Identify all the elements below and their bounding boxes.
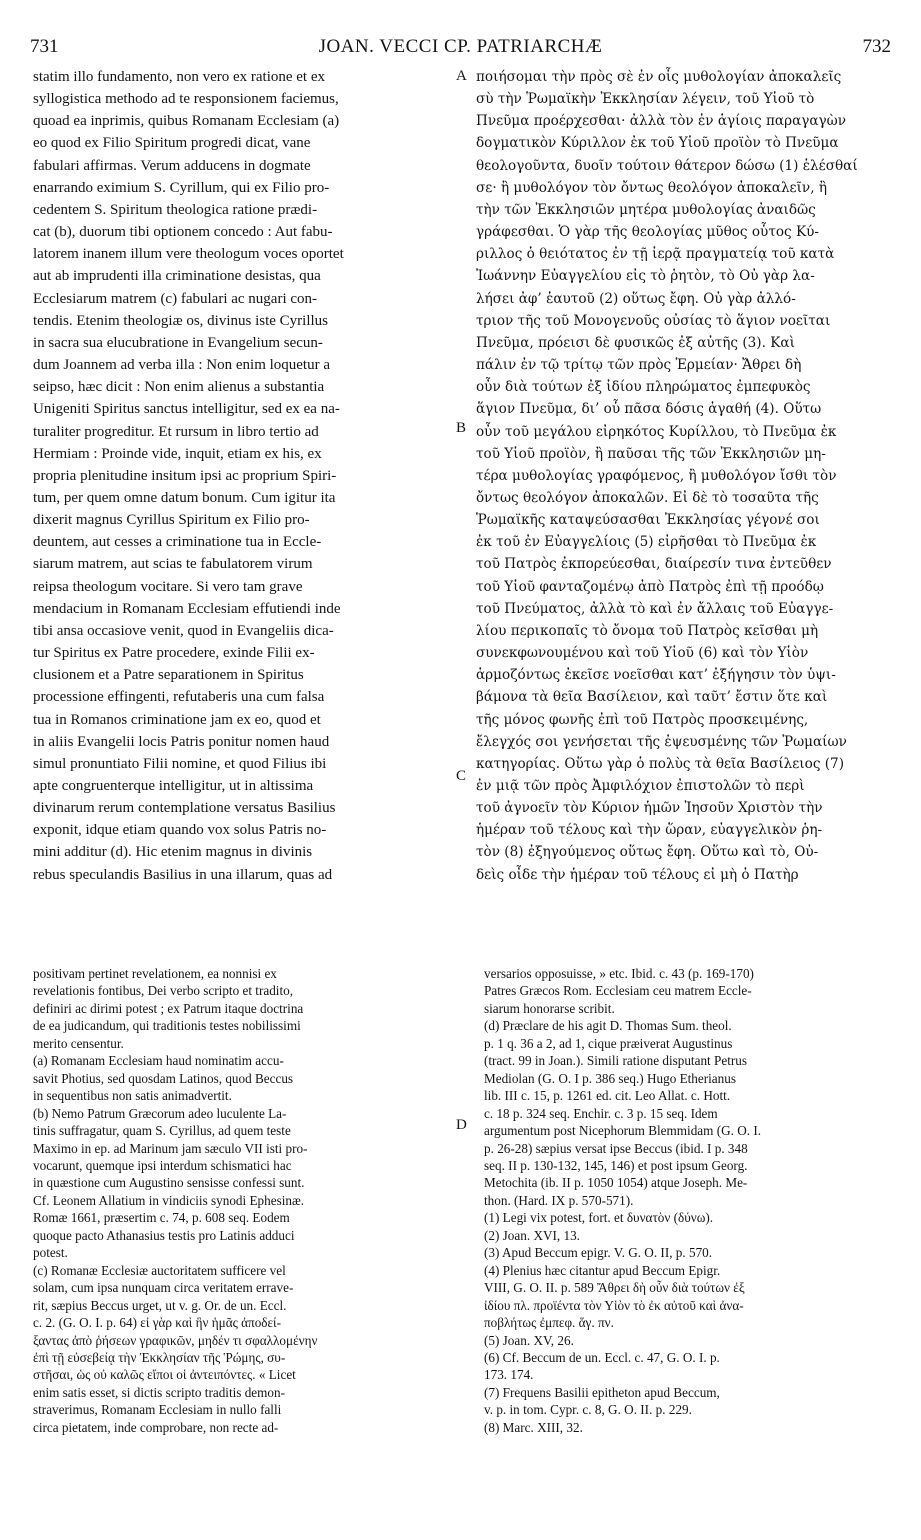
text-line: 173. 174. [484, 1367, 534, 1383]
text-line: VIII, G. O. II. p. 589 Ἄθρει δὴ οὖν διὰ τούτων ἐξ [484, 1280, 745, 1296]
text-line: ὄντως θεολόγον ἀποκαλῶν. Εἰ δὲ τὸ τοσαῦτα τῆς [476, 489, 819, 506]
text-line: ἔλεγχός σοι γενήσεται τῆς ἐψευσμένης τῶν Ῥωμαίων [476, 733, 847, 750]
text-line: siarum matrem, aut scias te fabulatorem virum [33, 556, 313, 573]
text-line: ἁρμοζόντως ἐκεῖσε νοεῖσθαι κατ’ ἐξήγησιν τὸν ὑψι- [476, 667, 836, 684]
text-line: δογματικὸν Κύριλλον ἐκ τοῦ Υἱοῦ προϊὸν τὸ Πνεῦμα [476, 135, 839, 152]
greek-main-column [476, 66, 892, 886]
text-line: τοῦ Υἱοῦ φανταζομένῳ ἀπὸ Πατρὸς ἐπὶ τῇ προόδῳ [476, 578, 824, 595]
text-line: σὺ τὴν Ῥωμαϊκὴν Ἐκκλησίαν λέγειν, τοῦ Υἱοῦ τὸ [476, 91, 815, 108]
text-line: (4) Plenius hæc citantur apud Beccum Epigr. [484, 1262, 721, 1278]
text-line: argumentum post Nicephorum Blemmidam (G. O. I. [484, 1123, 762, 1139]
text-line: tinis suffragatur, quam S. Cyrillus, ad quem teste [33, 1123, 291, 1139]
text-line: ἐν μιᾷ τῶν πρὸς Ἀμφιλόχιον ἐπιστολῶν τὸ περὶ [476, 778, 805, 794]
text-line: tua in Romanos criminatione jam ex eo, quod et [33, 711, 321, 728]
text-line: c. 18 p. 324 seq. Enchir. c. 3 p. 15 seq. Idem [484, 1105, 718, 1121]
text-line: σε· ἢ μυθολόγον τὸν ὄντως θεολόγον ἀποκαλεῖν, ἢ [476, 179, 827, 196]
text-line: Maximo in ep. ad Marinum jam sæculo VII isti pro- [33, 1140, 308, 1156]
text-line: simul pronuntiato Filii nomine, et quod Filius ibi [33, 755, 327, 772]
text-line: straverimus, Romanam Ecclesiam in nullo falli [33, 1402, 282, 1418]
text-line: deuntem, aut cesses a criminatione tua in Eccle- [33, 534, 322, 551]
text-line: ἰδίου πλ. προϊέντα τὸν Υἱὸν τὸ ἐκ αὐτοῦ καὶ ἀνα- [484, 1297, 744, 1313]
text-line: τοῦ Πατρὸς ἐκπορεύεσθαι, διαίρεσίν τινα ἐντεῦθεν [476, 556, 832, 573]
text-line: fabulari affirmas. Verum adducens in dogmate [33, 157, 311, 174]
text-line: processione effingenti, refutaberis una cum falsa [33, 689, 325, 706]
text-line: cedentem S. Spiritum theologica ratione prædi- [33, 201, 318, 218]
text-line: propria plenitudine insitum ipsi ac proprium Spiri- [33, 467, 337, 484]
text-line: p. 26-28) sæpius versat ipse Beccus (ibid. I p. 348 [484, 1140, 748, 1156]
text-line: reipsa theologum vocitare. Si vero tam grave [33, 578, 303, 595]
text-line: solam, cum ipsa nunquam circa veritatem errave- [33, 1280, 294, 1296]
text-line: rit, sæpius Beccus urget, ut v. g. Or. de un. Eccl. [33, 1297, 287, 1313]
text-line: ἐπὶ τῇ εὐσεβείᾳ τὴν Ἐκκλησίαν τῆς Ῥώμης, συ- [33, 1349, 286, 1365]
latin-main-column [33, 66, 469, 886]
text-line: Cf. Leonem Allatium in vindiciis synodi Ephesinæ. [33, 1192, 305, 1208]
text-line: seq. II p. 130-132, 145, 146) et post ipsum Georg. [484, 1157, 748, 1173]
text-line: aut ab imprudenti illa criminatione desistas, qua [33, 268, 321, 285]
text-line: (6) Cf. Beccum de un. Eccl. c. 47, G. O. I. p. [484, 1349, 720, 1365]
text-line: versarios opposuisse, » etc. Ibid. c. 43 (p. 169-170) [484, 966, 754, 981]
text-line: rebus speculandis Basilius in una illarum, quas ad [33, 866, 333, 883]
text-line: syllogistica methodo ad te responsionem faciemus, [33, 91, 339, 108]
text-line: Romæ 1661, præsertim c. 74, p. 608 seq. Eodem [33, 1210, 290, 1226]
text-line: potest. [33, 1245, 68, 1261]
text-line: p. 1 q. 36 a 2, ad 1, cique præiverat Augustinus [484, 1035, 733, 1051]
text-line: ξαντας ἀπὸ ῥήσεων γραφικῶν, μηδέν τι σφαλλομένην [33, 1332, 318, 1348]
text-line: ἅγιον Πνεῦμα, δι’ οὗ πᾶσα δόσις ἀγαθή (4). Οὕτω [476, 401, 822, 418]
text-line: positivam pertinet revelationem, ea nonnisi ex [33, 966, 277, 981]
text-line: savit Photius, sed quosdam Latinos, quod Beccus [33, 1070, 294, 1086]
page-number-right: 732 [862, 36, 891, 57]
text-line: tur Spiritus ex Patre procedere, exinde Filii ex- [33, 645, 315, 662]
text-line: πάλιν ἐν τῷ τρίτῳ τῶν πρὸς Ἑρμείαν· Ἄθρει δὴ [476, 357, 802, 374]
text-line: merito censentur. [33, 1035, 124, 1051]
text-line: de ea judicandum, qui traditionis testes nobilissimi [33, 1018, 301, 1034]
text-line: (8) Marc. XIII, 32. [484, 1419, 583, 1435]
margin-marker-b: B [456, 420, 467, 436]
text-line: enarrando eximium S. Cyrillum, qui ex Filio pro- [33, 179, 330, 196]
text-line: λήσει ἀφ’ ἑαυτοῦ (2) οὕτως ἔφη. Οὐ γὰρ ἀλλό- [476, 290, 796, 307]
text-line: (d) Præclare de his agit D. Thomas Sum. theol. [484, 1018, 732, 1034]
text-line: τὴν τῶν Ἐκκλησιῶν μητέρα μυθολογίας ἀναιδῶς [476, 201, 816, 218]
text-line: (c) Romanæ Ecclesiæ auctoritatem sufficere vel [33, 1262, 286, 1278]
text-line: λίου περικοπαῖς τὸ ὄνομα τοῦ Πατρὸς κεῖσθαι μὴ [476, 622, 819, 639]
text-line: vocarunt, quemque ipsi interdum schismatici hac [33, 1157, 292, 1173]
text-line: τοῦ Υἱοῦ προϊὸν, ἢ παῦσαι τῆς τῶν Ἐκκλησιῶν μη- [476, 445, 826, 462]
footnotes-left-column [33, 965, 469, 1436]
text-line: divinarum rerum contemplatione versatus Basilius [33, 800, 336, 817]
text-line: tibi ansa occasiove venit, quod in Evangeliis dica- [33, 622, 334, 639]
text-line: Ῥωμαϊκῆς καταψεύσασθαι Ἐκκλησίας γέγονέ σοι [476, 512, 820, 529]
text-line: τοῦ ἀγνοεῖν τὸν Κύριον ἡμῶν Ἰησοῦν Χριστὸν τὴν [476, 800, 823, 817]
text-line: Mediolan (G. O. I p. 386 seq.) Hugo Etherianus [484, 1070, 736, 1086]
footnotes-right-column [484, 965, 896, 1436]
text-line: οὖν τοῦ μεγάλου εἰρηκότος Κυρίλλου, τὸ Πνεῦμα ἐκ [476, 423, 837, 440]
text-line: turaliter progreditur. Et rursum in libro tertio ad [33, 423, 319, 440]
text-line: tum, per quem omne datum bonum. Cum igitur ita [33, 489, 336, 506]
text-line: in sacra sua elucubratione in Evangelium secun- [33, 334, 323, 351]
text-line: apte congruenterque intelligitur, ut in altissima [33, 778, 314, 794]
text-line: κατηγορίας. Οὕτω γὰρ ὁ πολὺς τὰ θεῖα Βασίλειος (7) [476, 755, 845, 772]
text-line: mendacium in Romanam Ecclesiam effutiendi inde [33, 600, 341, 617]
text-line: γράφεσθαι. Ὁ γὰρ τῆς θεολογίας μῦθος οὗτος Κύ- [476, 224, 819, 241]
text-line: οὖν διὰ τούτων ἐξ ἰδίου πληρώματος ἐμπεφυκὸς [476, 379, 811, 396]
text-line: latorem inanem illum vere theologum voces oportet [33, 246, 344, 263]
text-line: cat (b), duorum tibi optionem concedo : Aut fabu- [33, 224, 333, 241]
text-line: Metochita (ib. II p. 1050 1054) atque Joseph. Me- [484, 1175, 748, 1191]
text-line: (5) Joan. XV, 26. [484, 1332, 574, 1348]
text-line: τέρα μυθολογίας γραφόμενος, ἢ μυθολόγον ἴσθι τὸν [476, 467, 837, 484]
text-line: Πνεῦμα, πρόεισι δὲ φυσικῶς ἐξ αὐτῆς (3). Καὶ [476, 334, 795, 351]
text-line: συνεκφωνουμένου καὶ τοῦ Υἱοῦ (6) καὶ τὸν Υἱὸν [476, 645, 809, 662]
text-line: ριλλος ὁ θειότατος ἐν τῇ ἱερᾷ πραγματείᾳ τοῦ κατὰ [476, 246, 835, 263]
text-line: eo quod ex Filio Spiritum progredi dicat, vane [33, 135, 311, 152]
text-line: quoque pacto Athanasius testis pro Latinis adduci [33, 1227, 295, 1243]
text-line: in aliis Evangelii locis Patris ponitur nomen haud [33, 733, 330, 750]
text-line: dum Joannem ad verba illa : Non enim loquetur a [33, 357, 331, 374]
text-line: τοῦ Πνεύματος, ἀλλὰ τὸ καὶ ἐν ἄλλαις τοῦ Εὐαγγε- [476, 600, 834, 617]
text-line: clusionem et a Patre separationem in Spiritus [33, 667, 304, 684]
text-line: Unigeniti Spiritus sanctus intelligitur, sed ex ea na- [33, 401, 340, 418]
text-line: (2) Joan. XVI, 13. [484, 1227, 580, 1243]
text-line: dixerit magnus Cyrillus Spiritum ex Filio pro- [33, 512, 310, 529]
text-line: ἡμέραν τοῦ τέλους καὶ τὴν ὥραν, εὐαγγελικὸν ῥη- [476, 822, 823, 839]
text-line: Patres Græcos Rom. Ecclesiam ceu matrem Eccle- [484, 983, 752, 999]
text-line: δεὶς οἶδε τὴν ἡμέραν τοῦ τέλους εἰ μὴ ὁ Πατὴρ [476, 866, 799, 883]
text-line: c. 2. (G. O. I. p. 64) εἰ γὰρ καὶ ἣν ἡμᾶς ἀποδεί- [33, 1315, 281, 1331]
running-header [30, 36, 891, 62]
text-line: statim illo fundamento, non vero ex ratione et ex [33, 69, 326, 85]
text-line: (tract. 99 in Joan.). Simili ratione disputant Petrus [484, 1053, 747, 1069]
text-line: Hermiam : Proinde vide, inquit, etiam ex his, ex [33, 445, 322, 462]
text-line: Πνεῦμα προέρχεσθαι· ἀλλὰ τὸν ἐν ἁγίοις παραγαγὼν [476, 113, 847, 130]
text-line: (3) Apud Beccum epigr. V. G. O. II, p. 570. [484, 1245, 713, 1261]
text-line: θεολογοῦντα, δυοῖν τούτοιν θάτερον δώσω (1) ἑλέσθαί [476, 157, 858, 174]
text-line: (1) Legi vix potest, fort. et δυνατὸν (δύνω). [484, 1210, 714, 1226]
text-line: lib. III c. 15, p. 1261 ed. cit. Leo Allat. c. Hott. [484, 1088, 731, 1104]
text-line: τὸν (8) ἐξηγούμενος οὕτως ἔφη. Οὕτω καὶ τὸ, Οὐ- [476, 844, 819, 861]
text-line: ποιήσομαι τὴν πρὸς σὲ ἐν οἷς μυθολογίαν ἀποκαλεῖς [476, 69, 842, 85]
text-line: ἐκ τοῦ ἐν Εὐαγγελίοις (5) εἰρῆσθαι τὸ Πνεῦμα ἐκ [476, 534, 817, 551]
margin-marker-d: D [456, 1117, 467, 1133]
text-line: Ecclesiarum matrem (c) fabulari ac nugari con- [33, 290, 318, 307]
text-line: enim satis esset, si dictis scripto traditis demon- [33, 1384, 285, 1400]
text-line: βάμονα τὰ θεῖα Βασίλειον, καὶ ταῦτ’ ἔστιν ὅτε καὶ [476, 689, 828, 706]
text-line: seipso, hæc dicit : Non enim alienus a substantia [33, 379, 325, 396]
text-line: ποβλήτως ἐμπεφ. ἅγ. πν. [484, 1315, 614, 1331]
text-line: tendis. Etenim theologiæ os, divinus iste Cyrillus [33, 312, 328, 329]
text-line: thon. (Hard. IX p. 570-571). [484, 1192, 634, 1208]
text-line: revelationis fontibus, Dei verbo scripto et tradito, [33, 983, 294, 999]
text-line: (a) Romanam Ecclesiam haud nominatim accu- [33, 1053, 284, 1069]
text-line: quoad ea inprimis, quibus Romanam Ecclesiam (a) [33, 113, 340, 130]
text-line: definiri ac dirimi potest ; ex Patrum itaque doctrina [33, 1000, 304, 1016]
text-line: in quæstione cum Augustino sensisse confessi sunt. [33, 1175, 305, 1191]
margin-marker-a: A [456, 68, 467, 84]
text-line: v. p. in tom. Cypr. c. 8, G. O. II. p. 229. [484, 1402, 692, 1418]
text-line: circa pietatem, inde comprobare, non recte ad- [33, 1419, 279, 1435]
text-line: exponit, idque etiam quando vox solus Patris no- [33, 822, 327, 839]
text-line: στῆσαι, ὡς οὐ καλῶς εἴποι οἱ ἀντειπόντες. « Licet [33, 1367, 296, 1383]
text-line: τῆς μόνος φωνῆς ἐπὶ τοῦ Πατρὸς προσκειμένης, [476, 711, 809, 728]
text-line: (b) Nemo Patrum Græcorum adeo luculente La- [33, 1105, 287, 1121]
page-number-left: 731 [30, 36, 59, 57]
text-line: Ἰωάννην Εὐαγγελίου εἰς τὸ ῥητὸν, τὸ Οὐ γὰρ λα- [476, 268, 815, 285]
text-line: mini additur (d). Hic etenim magnus in divinis [33, 844, 313, 861]
margin-marker-c: C [456, 768, 467, 784]
text-line: siarum honorarse scribit. [484, 1000, 615, 1016]
text-line: τριον τῆς τοῦ Μονογενοῦς οὐσίας τὸ ἅγιον νοεῖται [476, 312, 831, 329]
text-line: in sequentibus non satis animadvertit. [33, 1088, 232, 1104]
text-line: (7) Frequens Basilii epitheton apud Beccum, [484, 1384, 720, 1400]
running-title: JOAN. VECCI CP. PATRIARCHÆ [318, 36, 603, 57]
